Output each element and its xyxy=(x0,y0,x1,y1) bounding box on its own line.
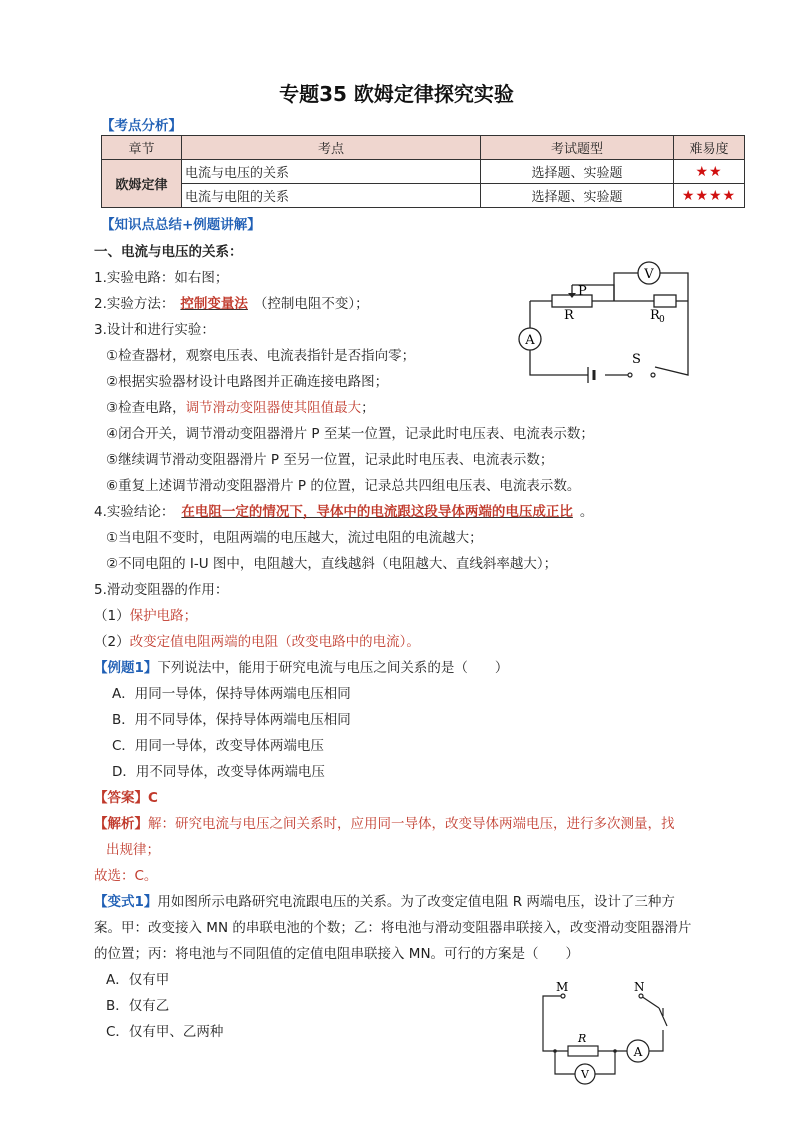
table-row xyxy=(102,160,745,184)
exam-points-table xyxy=(101,135,745,208)
example1-option-c: C．用同一导体，改变导体两端电压 xyxy=(112,738,324,754)
item3: 3.设计和进行实验： xyxy=(94,322,215,338)
voltmeter-label: V xyxy=(581,1068,589,1081)
step-3: ③检查电路，调节滑动变阻器使其阻值最大； xyxy=(106,400,375,416)
step-4: ④闭合开关，调节滑动变阻器滑片 P 至某一位置，记录此时电压表、电流表示数； xyxy=(106,426,594,442)
item2-suffix: （控制电阻不变）； xyxy=(253,296,369,312)
rheostat-label: R xyxy=(564,308,574,323)
item2-prefix: 2.实验方法： xyxy=(94,296,175,312)
terminal-n-label: N xyxy=(634,980,645,994)
type-cell: 选择题、实验题 xyxy=(481,160,674,184)
item4-answer: 在电阻一定的情况下，导体中的电流跟这段导体两端的电压成正比 xyxy=(181,504,573,520)
page-title: 专题35 欧姆定律探究实验 xyxy=(279,82,514,106)
example1-choose: 故选：C。 xyxy=(94,868,158,884)
example1-analysis: 【解析】解：研究电流与电压之间关系时，应用同一导体，改变导体两端电压，进行多次测量，找 xyxy=(94,816,675,832)
example1-question: 【例题1】下列说法中，能用于研究电流与电压之间关系的是（ ） xyxy=(94,660,509,676)
variant1-option-b: B．仅有乙 xyxy=(106,998,170,1014)
step-5: ⑤继续调节滑动变阻器滑片 P 至另一位置，记录此时电压表、电流表示数； xyxy=(106,452,554,468)
conclusion-2: ②不同电阻的 I-U 图中，电阻越大，直线越斜（电阻越大、直线斜率越大）； xyxy=(106,556,558,572)
resistor-r0-symbol xyxy=(654,295,676,307)
chapter-cell: 欧姆定律 xyxy=(102,160,182,208)
variant1-line3: 的位置；丙：将电池与不同阻值的定值电阻串联接入 MN。可行的方案是（ ） xyxy=(94,946,580,962)
header-difficulty: 难易度 xyxy=(674,136,745,160)
variant1-line2: 案。甲：改变接入 MN 的串联电池的个数；乙：将电池与滑动变阻器串联接入，改变滑动变阻器滑片 xyxy=(94,920,692,936)
resistor-label: R xyxy=(650,308,660,323)
circuit-diagram-2 xyxy=(535,978,675,1090)
item2 xyxy=(94,292,369,312)
terminal-m-label: M xyxy=(556,980,569,994)
ammeter-label: A xyxy=(633,1045,643,1059)
difficulty-stars: ★★ xyxy=(674,160,745,184)
section-analysis-heading: 【考点分析】 xyxy=(101,118,182,134)
step-1: ①检查器材，观察电压表、电流表指针是否指向零； xyxy=(106,348,416,364)
step-6: ⑥重复上述调节滑动变阻器滑片 P 的位置，记录总共四组电压表、电流表示数。 xyxy=(106,478,581,494)
point-cell: 电流与电阻的关系 xyxy=(182,184,481,208)
example1-option-b: B．用不同导体，保持导体两端电压相同 xyxy=(112,712,351,728)
header-point: 考点 xyxy=(182,136,481,160)
point-cell: 电流与电压的关系 xyxy=(182,160,481,184)
switch-symbol xyxy=(628,373,632,377)
role-2: （2）改变定值电阻两端的电阻（改变电路中的电流）。 xyxy=(94,634,420,650)
item2-answer: 控制变量法 xyxy=(180,296,248,312)
item4: 4.实验结论： 在电阻一定的情况下，导体中的电流跟这段导体两端的电压成正比 。 xyxy=(94,504,594,520)
section-knowledge-heading: 【知识点总结+例题讲解】 xyxy=(101,217,261,233)
resistor-symbol xyxy=(568,1046,598,1056)
role-1: （1）保护电路； xyxy=(94,608,198,624)
variant1-option-a: A．仅有甲 xyxy=(106,972,170,988)
terminal-n xyxy=(639,994,643,998)
part1-heading: 一、电流与电压的关系： xyxy=(94,244,243,260)
example1-label: 【例题1】 xyxy=(94,660,158,676)
switch-label: S xyxy=(632,352,641,367)
difficulty-stars: ★★★★ xyxy=(674,184,745,208)
terminal-m xyxy=(561,994,565,998)
example1-analysis-line2: 出规律； xyxy=(106,842,160,858)
table-header-row xyxy=(102,136,745,160)
type-cell: 选择题、实验题 xyxy=(481,184,674,208)
table-row xyxy=(102,184,745,208)
item1: 1.实验电路：如右图； xyxy=(94,270,229,286)
voltmeter-label: V xyxy=(644,267,654,282)
step-2: ②根据实验器材设计电路图并正确连接电路图； xyxy=(106,374,389,390)
example1-answer: 【答案】C xyxy=(94,790,158,806)
item5: 5.滑动变阻器的作用： xyxy=(94,582,229,598)
example1-option-d: D．用不同导体，改变导体两端电压 xyxy=(112,764,325,780)
slider-label: P xyxy=(578,284,587,299)
header-type: 考试题型 xyxy=(481,136,674,160)
variant1-line1: 【变式1】用如图所示电路研究电流跟电压的关系。为了改变定值电阻 R 两端电压，设计了三种方 xyxy=(94,894,675,910)
example1-option-a: A．用同一导体，保持导体两端电压相同 xyxy=(112,686,351,702)
step-3-highlight: 调节滑动变阻器使其阻值最大 xyxy=(185,400,362,416)
resistor-subscript: 0 xyxy=(659,315,665,325)
variant1-label: 【变式1】 xyxy=(94,894,158,910)
ammeter-label: A xyxy=(525,333,535,348)
resistor-label: R xyxy=(578,1032,587,1045)
header-chapter: 章节 xyxy=(102,136,182,160)
variant1-option-c: C．仅有甲、乙两种 xyxy=(106,1024,224,1040)
conclusion-1: ①当电阻不变时，电阻两端的电压越大，流过电阻的电流越大； xyxy=(106,530,483,546)
circuit-diagram-1 xyxy=(510,255,710,385)
